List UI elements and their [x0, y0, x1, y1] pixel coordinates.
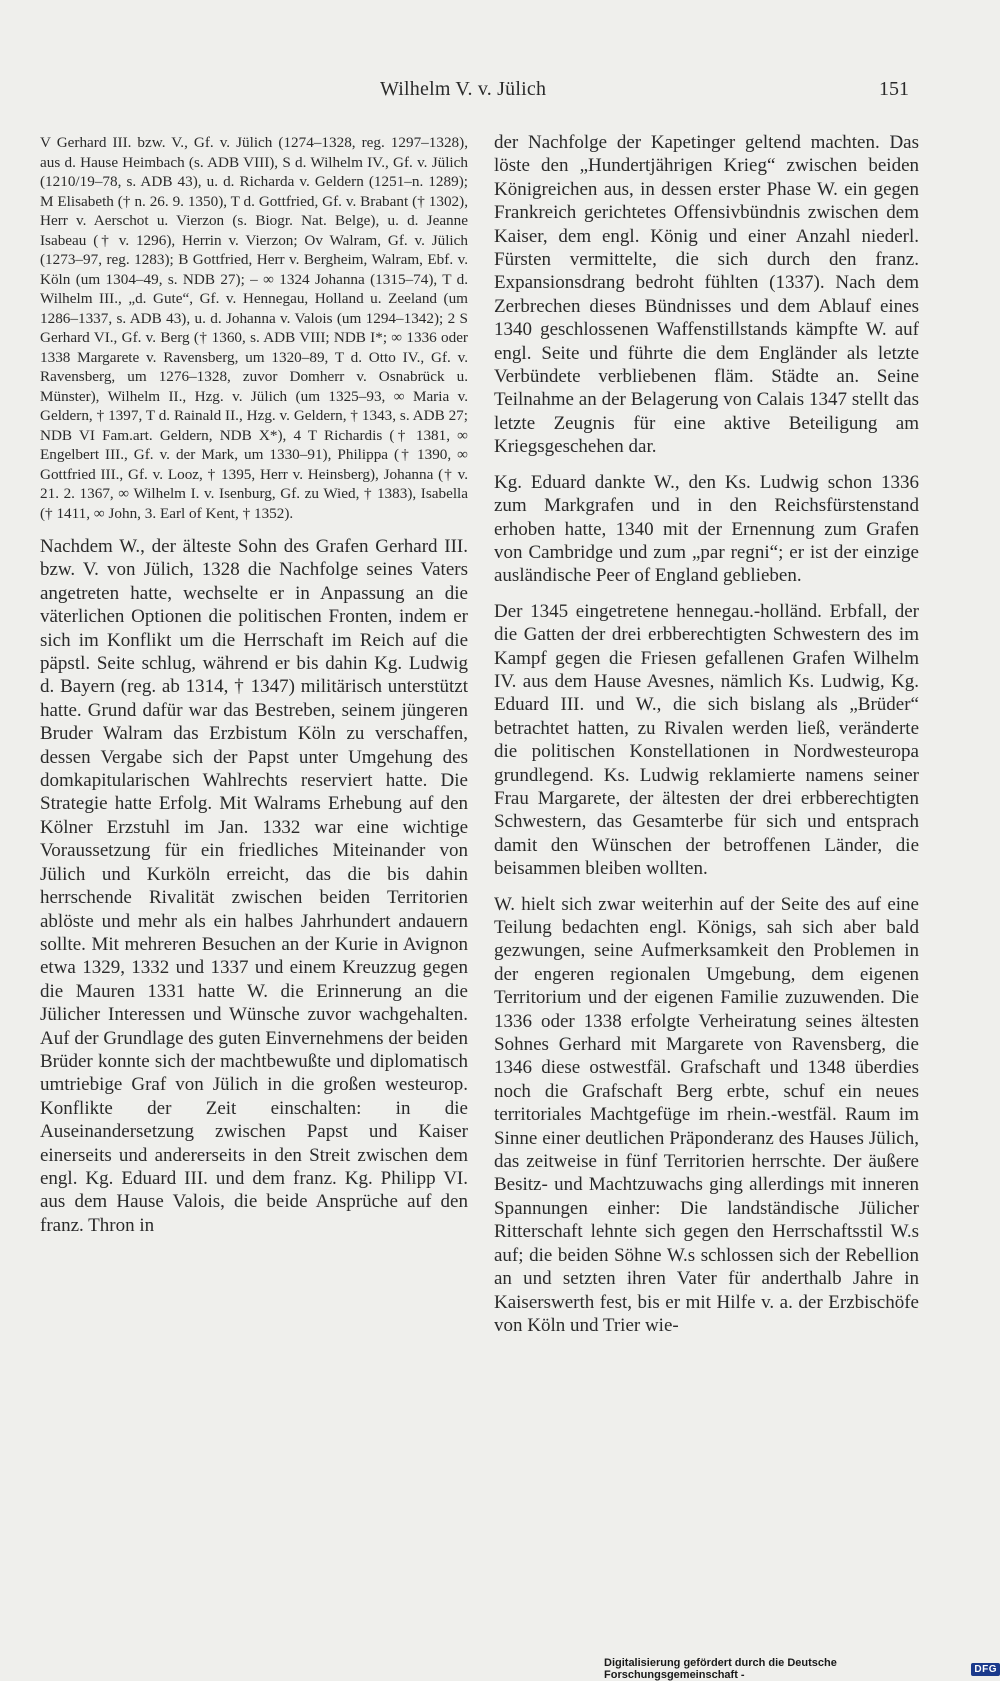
left-body — [40, 535, 468, 1237]
footer-text: Digitalisierung gefördert durch die Deutsche Forschungsgemeinschaft - — [604, 1657, 837, 1681]
genealogy-text: V Gerhard III. bzw. V., Gf. v. Jülich (1274–1328, reg. 1297–1328), aus d. Hause Heimbach (s. ADB VIII), S d. Wilhelm IV., Gf. v. Jülich (1210/19–78, s. ADB 43), u. d. Richarda v. Geldern (1251–n. 1289); M Elisabeth († n. 26. 9. 1350), T d. Gottfried, Gf. v. Brabant († 1302), Herr v. Aerschot u. Vierzon (s. Biogr. Nat. Belge), u. d. Jeanne Isabeau († v. 1296), Herrin v. Vierzon; Ov Walram, Gf. v. Jülich (1273–97, reg. 1283); B Gottfried, Herr v. Bergheim, Walram, Ebf. v. Köln (um 1304–49, s. NDB 27); – ∞ 1324 Johanna (1315–74), T d. Wilhelm III., „d. Gute“, Gf. v. Hennegau, Holland u. Zeeland (um 1286–1337, s. ADB 43), u. d. Johanna v. Valois (um 1294–1342); 2 S Gerhard VI., Gf. v. Berg († 1360, s. ADB VIII; NDB I*; ∞ 1336 oder 1338 Margarete v. Ravensberg, um 1320–89, T d. Otto IV., Gf. v. Ravensberg, um 1276–1328, zuvor Domherr v. Osnabrück u. Münster), Wilhelm II., Hzg. v. Jülich (um 1325–93, ∞ Maria v. Geldern, † 1397, T d. Rainald II., Hzg. v. Geldern, † 1343, s. ADB 27; NDB VI Fam.art. Geldern, NDB X*), 4 T Richardis († 1381, ∞ Engelbert III., Gf. v. der Mark, um 1330–91), Philippa († 1390, ∞ Gottfried III., Gf. v. Looz, † 1395, Herr v. Heinsberg), Johanna († v. 21. 2. 1367, ∞ Wilhelm I. v. Isenburg, Gf. zu Wied, † 1383), Isabella († 1411, ∞ John, 3. Earl of Kent, † 1352). — [40, 134, 468, 522]
running-title: Wilhelm V. v. Jülich — [380, 78, 547, 100]
paragraph: Der 1345 eingetretene hennegau.-holländ. Erbfall, der die Gatten der drei erbberechtigten Schwestern des im Kampf gegen die Friesen gefallenen Grafen Wilhelm IV. aus dem Hause Avesnes, nämlich Ks. Ludwig, Kg. Eduard III. und W., die sich bislang als „Brüder“ betrachtet hatten, zu Rivalen werden ließ, veränderte die politischen Konstellationen in Nordwesteuropa grundlegend. Ks. Ludwig reklamierte namens seiner Frau Margarete, der ältesten der drei erbberechtigten Schwestern, das Gesamterbe für sich und entsprach damit den Wünschen der betroffenen Länder, die beisammen bleiben wollten. — [494, 600, 919, 880]
right-body — [494, 131, 919, 1337]
paragraph: W. hielt sich zwar weiterhin auf der Seite des auf eine Teilung bedachten engl. Königs, sah sich aber bald gezwungen, seine Aufmerksamkeit den Problemen in der engeren regionalen Umgebung, dem eigenen Territorium und der eigenen Familie zuzuwenden. Die 1336 oder 1338 erfolgte Verheiratung seines ältesten Sohnes Gerhard mit Margarete von Ravensberg, die 1346 diese ostwestfäl. Grafschaft und 1348 überdies noch die Grafschaft Berg erbte, schuf ein neues territoriales Machtgefüge im rhein.-westfäl. Raum im Sinne einer deutlichen Präponderanz des Hauses Jülich, das zeitweise in fünf Territorien herrschte. Der äußere Besitz- und Machtzuwachs ging allerdings mit inneren Spannungen einher: Die landständische Jülicher Ritterschaft lehnte sich gegen den Herrschaftsstil W.s auf; die beiden Söhne W.s schlossen sich der Rebellion an und setzten ihren Vater für anderthalb Jahre in Kaiserswerth fest, bis er mit Hilfe v. a. der Erzbischöfe von Köln und Trier wie- — [494, 893, 919, 1336]
paragraph: Kg. Eduard dankte W., den Ks. Ludwig schon 1336 zum Markgrafen und in den Reichsfürstenstand erhoben hatte, 1340 mit der Ernennung zum Grafen von Cambridge und zum „par regni“; er ist der einzige ausländische Peer of England geblieben. — [494, 471, 919, 587]
paragraph: Nachdem W., der älteste Sohn des Grafen Gerhard III. bzw. V. von Jülich, 1328 die Nachfolge seines Vaters angetreten hatte, wechselte er in Anpassung an die väterlichen Optionen die politischen Fronten, indem er sich im Konflikt um die Herrschaft im Reich auf die päpstl. Seite schlug, während er bis dahin Kg. Ludwig d. Bayern (reg. ab 1314, † 1347) militärisch unterstützt hatte. Grund dafür war das Bestreben, seinem jüngeren Bruder Walram das Erzbistum Köln zu verschaffen, dessen Vergabe sich der Papst unter Umgehung des domkapitularischen Wahlrechts reserviert hatte. Die Strategie hatte Erfolg. Mit Walrams Erhebung auf den Kölner Erzstuhl im Jan. 1332 war eine wichtige Voraussetzung für ein friedliches Miteinander von Jülich und Kurköln erreicht, das die bis dahin herrschende Rivalität zwischen beiden Territorien ablöste und mehr als ein halbes Jahrhundert andauern sollte. Mit mehreren Besuchen an der Kurie in Avignon etwa 1329, 1332 und 1337 und einem Kreuzzug gegen die Mauren 1331 hatte W. die Erinnerung an die Jülicher Interessen und Wünsche zuvor wachgehalten. Auf der Grundlage des guten Einvernehmens der beiden Brüder konnte sich der machtbewußte und diplomatisch umtriebige Graf von Jülich in die großen westeurop. Konflikte der Zeit einschalten: in die Auseinandersetzung zwischen Papst und Kaiser einerseits und andererseits in den Streit zwischen dem engl. Kg. Eduard III. und dem franz. Kg. Philipp VI. aus dem Hause Valois, die beide Ansprüche auf den franz. Thron in — [40, 536, 468, 1236]
right-column — [494, 131, 919, 1349]
page-number: 151 — [879, 78, 909, 100]
digitization-footer — [604, 1657, 1000, 1681]
left-column — [40, 133, 468, 1249]
genealogy-block — [40, 133, 468, 523]
paragraph: der Nachfolge der Kapetinger geltend machten. Das löste den „Hundertjährigen Krieg“ zwischen beiden Königreichen aus, in dessen erster Phase W. ein gegen Frankreich gerichtetes Offensivbündnis zwischen dem Kaiser, dem engl. König und einer Anzahl niederl. Fürsten vermittelte, die sich durch den franz. Expansionsdrang bedroht fühlten (1337). Nach dem Zerbrechen dieses Bündnisses und dem Ablauf eines 1340 geschlossenen Waffenstillstands kämpfte W. auf engl. Seite und führte die dem Engländer als letzte Verbündete verbliebenen fläm. Städte an. Seine Teilnahme an der Belagerung von Calais 1347 stellt das letzte Zeugnis für eine aktive Beteiligung am Kriegsgeschehen dar. — [494, 132, 919, 458]
page-header — [0, 78, 1000, 108]
dfg-logo-icon: DFG — [971, 1663, 1000, 1676]
